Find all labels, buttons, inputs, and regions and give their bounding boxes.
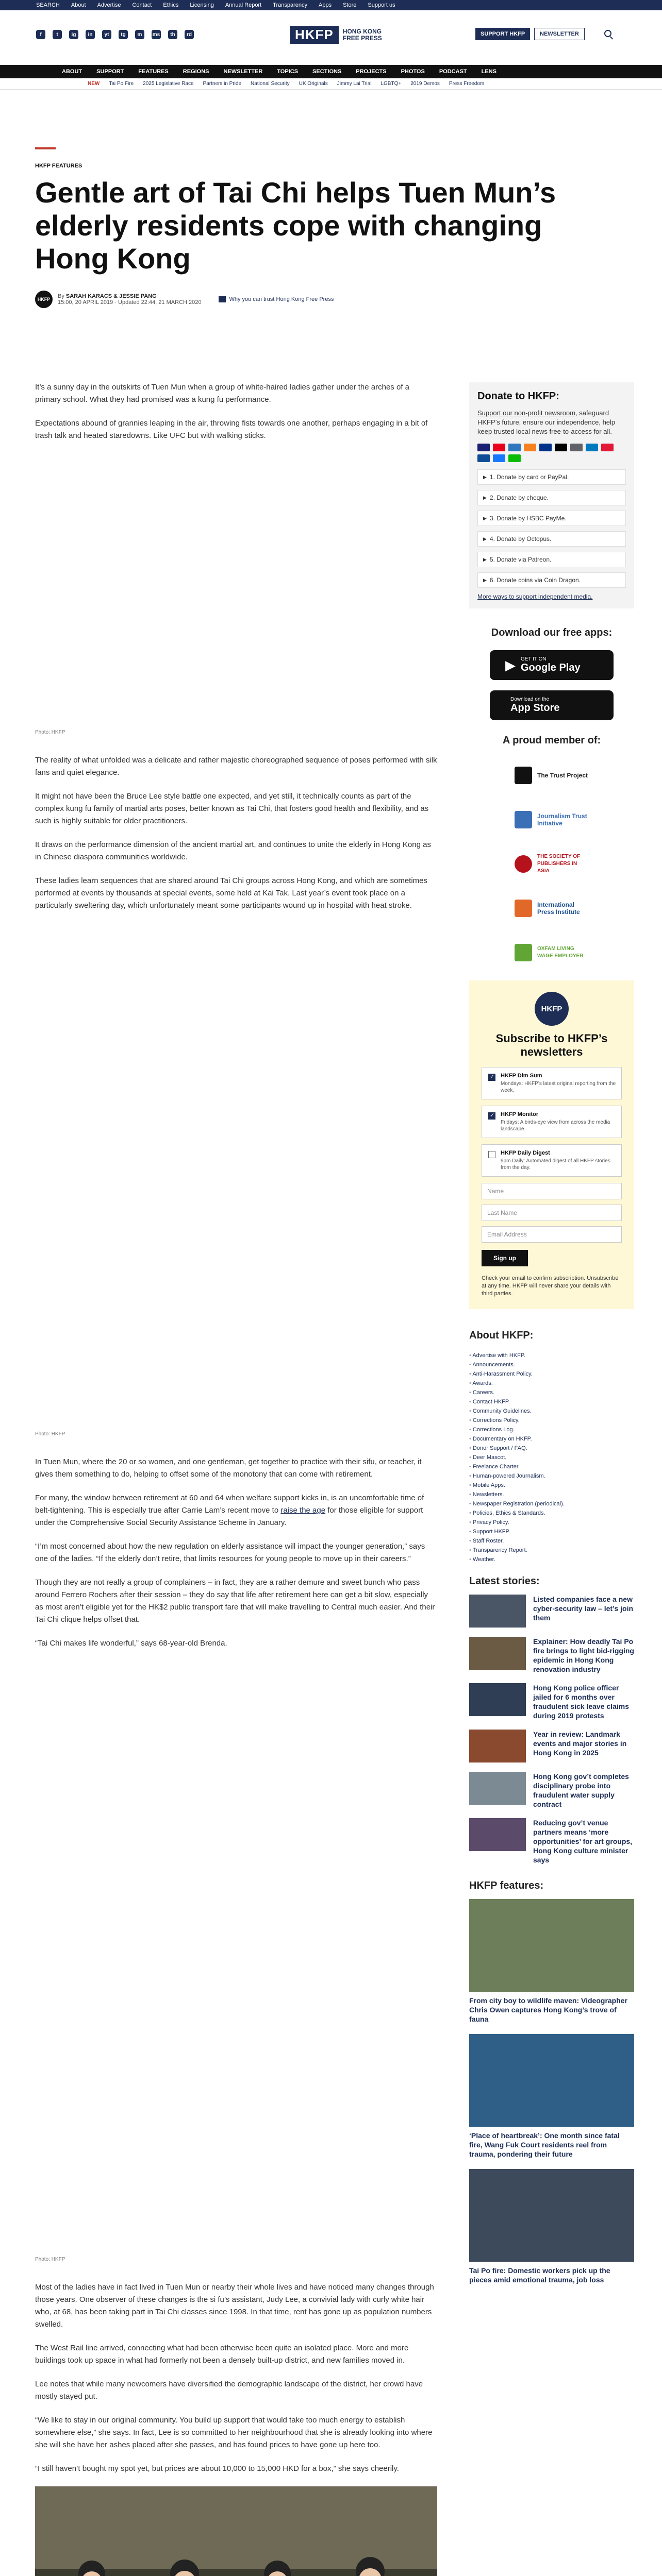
- trending-bar: [0, 78, 662, 90]
- unionpay-icon: [601, 444, 614, 451]
- feature-story[interactable]: [469, 1899, 634, 2024]
- member-trust-project[interactable]: [469, 759, 634, 792]
- medium-icon[interactable]: ms: [152, 30, 161, 39]
- newsletter-button[interactable]: NEWSLETTER: [534, 28, 585, 40]
- utility-contact[interactable]: Contact: [132, 2, 152, 8]
- caret-right-icon: ▶: [483, 536, 487, 541]
- feature-headline[interactable]: From city boy to wildlife maven: Videographer Chris Owen captures Hong Kong’s trove of fauna: [469, 1996, 628, 2023]
- ipi-logo: [515, 900, 532, 917]
- nav-topics[interactable]: TOPICS: [277, 69, 299, 75]
- feature-image: [469, 2169, 634, 2262]
- about-link[interactable]: • Human-powered Journalism.: [469, 1471, 634, 1481]
- donate-option-label: 3. Donate by HSBC PayMe.: [489, 515, 567, 522]
- photo-caption: Photo: HKFP: [35, 730, 65, 735]
- oxfam-logo: [515, 944, 532, 961]
- paragraph: Lee notes that while many newcomers have diversified the demographic landscape of the district, her crowd have mostly stayed put.: [35, 2380, 423, 2401]
- google-play-button[interactable]: [490, 650, 614, 680]
- about-link[interactable]: • Advertise with HKFP.: [469, 1351, 634, 1360]
- paragraph: It might not have been the Bruce Lee style battle one expected, and yet still, it technically counts as part of the complex kung fu family of martial arts poses, better known as Tai Chi, that fosters good health and flexibility, and as such is highly suitable for older practitioners.: [35, 792, 429, 825]
- donate-option[interactable]: [477, 572, 626, 588]
- nav-features[interactable]: FEATURES: [138, 69, 169, 75]
- nav-projects[interactable]: PROJECTS: [356, 69, 387, 75]
- newsletter-option-monitor[interactable]: [482, 1106, 622, 1138]
- story-thumbnail: [469, 1730, 526, 1762]
- utility-support[interactable]: Support us: [368, 2, 395, 8]
- member-label: The Trust Project: [537, 772, 588, 779]
- app-store-button[interactable]: [490, 690, 614, 720]
- utility-apps[interactable]: Apps: [319, 2, 332, 8]
- raise-the-age-link[interactable]: raise the age: [280, 1506, 326, 1515]
- member-label: THE SOCIETY OF PUBLISHERS IN ASIA: [537, 854, 581, 874]
- paragraph: Most of the ladies have in fact lived in Tuen Mun or nearby their whole lives and have noticed many changes through those years. One observer of these changes is the si fu’s assistant, Judy Lee, a convivial lady with curly white hair who, at 68, has been taking part in Tai Chi classes since 1998. In that time, rent has gone up as population numbers swelled.: [35, 2283, 434, 2329]
- latest-story[interactable]: [469, 1683, 634, 1720]
- reddit-icon[interactable]: rd: [185, 30, 194, 39]
- nav-sections[interactable]: SECTIONS: [312, 69, 342, 75]
- trending-item[interactable]: Jimmy Lai Trial: [337, 81, 372, 87]
- paragraph: These ladies learn sequences that are shared around Tai Chi groups across Hong Kong, and which are sometimes performed at events by thousands at special events, some held at Kai Tak. Last year’s event took place on a particularly sweltering day, which unfortunately meant some participants wound up in hospital with heat stroke.: [35, 876, 427, 910]
- newsletter-option-dimsum[interactable]: [482, 1067, 622, 1099]
- newsletter-option-digest[interactable]: [482, 1144, 622, 1177]
- threads-icon[interactable]: th: [168, 30, 177, 39]
- option-name: HKFP Dim Sum: [501, 1073, 542, 1079]
- about-link[interactable]: • Transparency Report.: [469, 1546, 634, 1555]
- article-header: [35, 147, 628, 308]
- jcb-icon: [477, 454, 490, 462]
- newsletter-box: [469, 980, 634, 1309]
- twitter-icon[interactable]: t: [53, 30, 62, 39]
- utility-annual-report[interactable]: Annual Report: [225, 2, 262, 8]
- utility-advertise[interactable]: Advertise: [97, 2, 121, 8]
- option-desc: Mondays: HKFP’s latest original reporting from the week.: [501, 1081, 616, 1093]
- features-title: HKFP features:: [469, 1880, 544, 1891]
- paragraph: Though they are not really a group of complainers – in fact, they are a rather demure and sweet bunch who pass around Ferrero Rochers after their session – they do say that life after retirement here can get a bit slow, especially as most aren’t eligible yet for the HK$2 public transport fare that will make travelling to Central much easier. And their Tai Chi clique helps offset that.: [35, 1578, 435, 1624]
- photo-slot-2: [35, 923, 437, 1428]
- trending-item[interactable]: UK Originals: [299, 81, 328, 87]
- caret-right-icon: ▶: [483, 474, 487, 480]
- latest-story[interactable]: [469, 1637, 634, 1674]
- as-big: App Store: [510, 702, 560, 714]
- byline: [35, 291, 628, 308]
- sidebar: [469, 382, 634, 2295]
- trending-item[interactable]: National Security: [251, 81, 290, 87]
- option-name: HKFP Daily Digest: [501, 1150, 550, 1156]
- about-link[interactable]: • Contact HKFP.: [469, 1397, 634, 1406]
- diners-icon: [586, 444, 598, 451]
- member-label: Journalism Trust Initiative: [537, 812, 587, 827]
- nav-regions[interactable]: REGIONS: [183, 69, 209, 75]
- logo-text: [343, 28, 382, 42]
- member-label: OXFAM LIVING WAGE EMPLOYER: [537, 946, 584, 959]
- logo-line2: FREE PRESS: [342, 34, 382, 42]
- photo-caption: Photo: HKFP: [35, 1431, 65, 1437]
- utility-about[interactable]: About: [71, 2, 86, 8]
- caret-right-icon: ▶: [483, 556, 487, 562]
- byline-updated: Updated 22:44, 21 MARCH 2020: [118, 299, 202, 306]
- photo-slot-3: [35, 1661, 437, 2253]
- payment-cards: [477, 444, 626, 462]
- byline-authors[interactable]: SARAH KARACS & JESSIE PANG: [65, 293, 157, 299]
- about-link[interactable]: • Freelance Charter.: [469, 1462, 634, 1471]
- youtube-icon[interactable]: yt: [102, 30, 111, 39]
- about-link[interactable]: • Mobile Apps.: [469, 1481, 634, 1490]
- paragraph: Expectations abound of grannies leaping in the air, throwing fists towards one another, perhaps engaging in a bit of trash talk and heated staredowns. Like UFC but with walking sticks.: [35, 419, 428, 440]
- logo-mark: HKFP: [290, 26, 339, 44]
- story-thumbnail: [469, 1595, 526, 1628]
- about-links: [469, 1351, 634, 1564]
- article-title: Gentle art of Tai Chi helps Tuen Mun’s elderly residents cope with changing Hong Kong: [35, 176, 556, 275]
- newsletter-title: Subscribe to HKFP’s newsletters: [495, 1032, 608, 1058]
- paragraph: “We like to stay in our original community. You build up support that would take too much energy to establish somewhere else,” she says. In fact, Lee is so committed to her neighbourhood that she is already looking into where she will she have her ashes placed after she passes, and has found prices to have gone up here too.: [35, 2416, 433, 2449]
- support-hkfp-button[interactable]: SUPPORT HKFP: [475, 28, 530, 40]
- author-avatar: HKFP: [35, 291, 53, 308]
- jti-logo: [515, 811, 532, 828]
- trust-project-logo: [515, 767, 532, 784]
- utility-bar: [0, 0, 662, 10]
- about-link[interactable]: • Staff Roster.: [469, 1536, 634, 1546]
- about-link[interactable]: • Newspaper Registration (periodical).: [469, 1499, 634, 1509]
- signup-button[interactable]: Sign up: [482, 1250, 528, 1266]
- newsletter-badge: HKFP: [535, 992, 569, 1026]
- option-desc: Fridays: A birds-eye view from across the media landscape.: [501, 1120, 610, 1132]
- applepay-icon: [555, 444, 567, 451]
- about-title: About HKFP:: [469, 1330, 534, 1341]
- byline-text: By SARAH KARACS & JESSIE PANG 15:00, 20 APRIL 2019 · Updated 22:44, 21 MARCH 2020: [58, 293, 202, 306]
- nav-newsletter[interactable]: NEWSLETTER: [223, 69, 263, 75]
- googlepay-icon: [570, 444, 583, 451]
- donate-text: [477, 409, 626, 436]
- caret-right-icon: ▶: [483, 495, 487, 500]
- about-link[interactable]: • Weather.: [469, 1555, 634, 1564]
- utility-ethics[interactable]: Ethics: [163, 2, 179, 8]
- donate-option[interactable]: [477, 531, 626, 547]
- story-thumbnail: [469, 1772, 526, 1805]
- member-ipi[interactable]: [469, 892, 634, 925]
- last-name-field[interactable]: Last Name: [482, 1205, 622, 1221]
- story-headline[interactable]: Listed companies face a new cyber-security law – let’s join them: [533, 1595, 634, 1622]
- donate-option[interactable]: [477, 552, 626, 567]
- about-link[interactable]: • Deer Mascot.: [469, 1453, 634, 1462]
- article-photo-taichi: [35, 2486, 437, 2576]
- trust-link-text: Why you can trust Hong Kong Free Press: [229, 296, 334, 302]
- donate-text-body: , safeguard HKFP’s future, ensure our independence, help keep trusted local news free-to-access for all.: [477, 409, 616, 435]
- paragraph: “I’m most concerned about how the new regulation on elderly assistance will impact the younger generation,” says one of the ladies. “If the elderly don’t retire, that limits resources for young people to move up in their careers.”: [35, 1542, 425, 1563]
- paragraph: The reality of what unfolded was a delicate and rather majestic choreographed sequence of poses performed with silk fans and quiet elegance.: [35, 756, 437, 777]
- about-link[interactable]: • Privacy Policy.: [469, 1518, 634, 1527]
- paragraph: It draws on the performance dimension of the ancient martial art, and continues to unite the elderly in Hong Kong as in Chinese diaspora communities worldwide.: [35, 840, 431, 861]
- feature-story[interactable]: [469, 2034, 634, 2159]
- nav-podcast[interactable]: PODCAST: [439, 69, 467, 75]
- article-body: [35, 381, 437, 2576]
- photo-caption: Photo: HKFP: [35, 2257, 65, 2262]
- feature-headline[interactable]: ‘Place of heartbreak’: One month since fatal fire, Wang Fuk Court residents reel from trauma, pondering their future: [469, 2131, 620, 2158]
- newsletter-note: Check your email to confirm subscription. Unsubscribe at any time. HKFP will never share your details with third parties.: [482, 1275, 619, 1297]
- trending-item[interactable]: Partners in Pride: [203, 81, 242, 87]
- story-thumbnail: [469, 1637, 526, 1670]
- utility-search[interactable]: SEARCH: [36, 2, 60, 8]
- email-field[interactable]: Email Address: [482, 1226, 622, 1243]
- logo-line1: HONG KONG: [342, 27, 382, 35]
- donate-option-label: 1. Donate by card or PayPal.: [489, 473, 569, 481]
- story-headline[interactable]: Reducing gov’t venue partners means ‘more opportunities’ for art groups, Hong Kong culture minister says: [533, 1819, 633, 1864]
- donate-option[interactable]: [477, 490, 626, 505]
- utility-store[interactable]: Store: [343, 2, 357, 8]
- utility-transparency[interactable]: Transparency: [273, 2, 307, 8]
- donate-option-label: 6. Donate coins via Coin Dragon.: [489, 577, 581, 584]
- about-link[interactable]: • Community Guidelines.: [469, 1406, 634, 1416]
- member-jti[interactable]: [469, 803, 634, 836]
- checkbox-unchecked[interactable]: [488, 1151, 495, 1158]
- story-headline[interactable]: Explainer: How deadly Tai Po fire brings to light bid-rigging epidemic in Hong Kong renovation industry: [533, 1637, 634, 1673]
- story-thumbnail: [469, 1818, 526, 1851]
- donate-option[interactable]: [477, 511, 626, 526]
- nav-support[interactable]: SUPPORT: [96, 69, 124, 75]
- story-thumbnail: [469, 1683, 526, 1716]
- discover-icon: [524, 444, 536, 451]
- feature-headline[interactable]: Tai Po fire: Domestic workers pick up the pieces amid emotional trauma, job loss: [469, 2266, 610, 2284]
- google-play-icon: ▶: [505, 657, 516, 673]
- option-desc: 9pm Daily: Automated digest of all HKFP stories from the day.: [501, 1158, 610, 1171]
- utility-licensing[interactable]: Licensing: [190, 2, 214, 8]
- caret-right-icon: ▶: [483, 577, 487, 583]
- latest-story[interactable]: [469, 1818, 634, 1865]
- member-sopa[interactable]: [469, 848, 634, 880]
- caret-right-icon: ▶: [483, 515, 487, 521]
- paragraph: [35, 1492, 437, 1529]
- paragraph: “I still haven’t bought my spot yet, but prices are about 10,000 to 15,000 HKD for a box,” she says cheerily.: [35, 2464, 399, 2473]
- telegram-icon[interactable]: tg: [119, 30, 128, 39]
- visa-icon: [477, 444, 490, 451]
- about-link[interactable]: • Anti-Harassment Policy.: [469, 1369, 634, 1379]
- member-label: International Press Institute: [537, 901, 580, 916]
- paragraph: The West Rail line arrived, connecting what had been otherwise been quite an isolated place. More and more buildings took up space in what had formerly not been a densely built-up district, and new families moved in.: [35, 2344, 409, 2365]
- nav-photos[interactable]: PHOTOS: [401, 69, 425, 75]
- social-links: [36, 30, 194, 39]
- donate-option[interactable]: [477, 469, 626, 485]
- trending-item[interactable]: 2019 Demos: [410, 81, 440, 87]
- donate-option-label: 5. Donate via Patreon.: [489, 556, 552, 563]
- latest-story[interactable]: [469, 1595, 634, 1628]
- about-link[interactable]: • Policies, Ethics & Standards.: [469, 1509, 634, 1518]
- trending-item[interactable]: LGBTQ+: [380, 81, 402, 87]
- site-header: [0, 10, 662, 65]
- feature-image: [469, 2034, 634, 2127]
- nav-about[interactable]: ABOUT: [62, 69, 82, 75]
- checkbox-checked[interactable]: [488, 1074, 495, 1081]
- facebook-icon[interactable]: f: [36, 30, 45, 39]
- donate-option-label: 4. Donate by Octopus.: [489, 535, 552, 543]
- latest-story[interactable]: [469, 1772, 634, 1809]
- about-link[interactable]: • Newsletters.: [469, 1490, 634, 1499]
- app-store-text: [510, 697, 560, 714]
- about-link[interactable]: • Corrections Log.: [469, 1425, 634, 1434]
- donate-option-label: 2. Donate by cheque.: [489, 494, 549, 501]
- site-logo[interactable]: [290, 26, 382, 44]
- about-link[interactable]: • Support HKFP.: [469, 1527, 634, 1536]
- google-play-text: [521, 656, 581, 674]
- trending-item[interactable]: Tai Po Fire: [109, 81, 134, 87]
- name-field[interactable]: Name: [482, 1183, 622, 1199]
- donate-link[interactable]: Support our non-profit newsroom: [477, 409, 576, 417]
- paragraph: In Tuen Mun, where the 20 or so women, and one gentleman, get together to practice with their sifu, or teacher, it gives them something to do, helping to offset some of the monotony that can come with retirement.: [35, 1458, 422, 1479]
- mastercard-icon: [493, 444, 505, 451]
- byline-by: By: [58, 293, 64, 299]
- nav-lens[interactable]: LENS: [481, 69, 496, 75]
- paragraph: It’s a sunny day in the outskirts of Tuen Mun when a group of white-haired ladies gather under the arches of a primary school. What they had promised was a kung fu performance.: [35, 383, 409, 404]
- story-headline[interactable]: Hong Kong police officer jailed for 6 months over fraudulent sick leave claims during 2019 protests: [533, 1684, 629, 1720]
- donate-title: Donate to HKFP:: [477, 391, 559, 402]
- feature-story[interactable]: [469, 2169, 634, 2284]
- about-link[interactable]: • Awards.: [469, 1379, 634, 1388]
- about-link[interactable]: • Announcements.: [469, 1360, 634, 1369]
- trust-icon: [219, 296, 226, 302]
- trending-item[interactable]: Press Freedom: [449, 81, 485, 87]
- more-ways-link[interactable]: More ways to support independent media.: [477, 593, 593, 600]
- as-small: Download on the: [510, 697, 550, 702]
- story-headline[interactable]: Hong Kong gov’t completes disciplinary probe into fraudulent water supply contract: [533, 1772, 629, 1808]
- donate-box: [469, 382, 634, 608]
- search-icon[interactable]: [604, 30, 611, 37]
- section-tag[interactable]: HKFP FEATURES: [35, 163, 82, 169]
- about-link[interactable]: • Careers.: [469, 1388, 634, 1397]
- member-title: A proud member of:: [502, 735, 601, 746]
- instagram-icon[interactable]: ig: [69, 30, 78, 39]
- p8-part-b: for those eligible for support under the Comprehensive Social Security Assistance Scheme in January.: [35, 1506, 423, 1527]
- gp-small: GET IT ON: [521, 656, 547, 662]
- about-link[interactable]: • Donor Support / FAQ.: [469, 1444, 634, 1453]
- about-link[interactable]: • Corrections Policy.: [469, 1416, 634, 1425]
- p8-part-a: For many, the window between retirement at 60 and 64 when welfare support kicks in, is an uncomfortable time of belt-tightening. This is especially true after Carrie Lam’s recent move to: [35, 1494, 424, 1515]
- paragraph: “Tai Chi makes life wonderful,” says 68-year-old Brenda.: [35, 1639, 227, 1648]
- apps-title: Download our free apps:: [491, 627, 613, 638]
- new-label: NEW: [88, 81, 100, 87]
- main-nav: [0, 65, 662, 78]
- feature-image: [469, 1899, 634, 1992]
- story-headline[interactable]: Year in review: Landmark events and major stories in Hong Kong in 2025: [533, 1730, 627, 1757]
- alipay-icon: [493, 454, 505, 462]
- trending-item[interactable]: 2025 Legislative Race: [143, 81, 194, 87]
- member-oxfam[interactable]: [469, 936, 634, 969]
- amex-icon: [508, 444, 521, 451]
- linkedin-icon[interactable]: in: [86, 30, 95, 39]
- section-rule: [35, 147, 56, 149]
- option-name: HKFP Monitor: [501, 1111, 539, 1117]
- trust-link[interactable]: [219, 296, 334, 302]
- sopa-logo: [515, 855, 532, 873]
- about-link[interactable]: • Documentary on HKFP.: [469, 1434, 634, 1444]
- latest-story[interactable]: [469, 1730, 634, 1762]
- wechat-icon: [508, 454, 521, 462]
- checkbox-checked[interactable]: [488, 1112, 495, 1120]
- mastodon-icon[interactable]: m: [135, 30, 144, 39]
- byline-date: 15:00, 20 APRIL 2019: [58, 299, 113, 306]
- paypal-icon: [539, 444, 552, 451]
- gp-big: Google Play: [521, 662, 581, 673]
- latest-title: Latest stories:: [469, 1575, 540, 1587]
- photo-slot-1: [35, 453, 437, 726]
